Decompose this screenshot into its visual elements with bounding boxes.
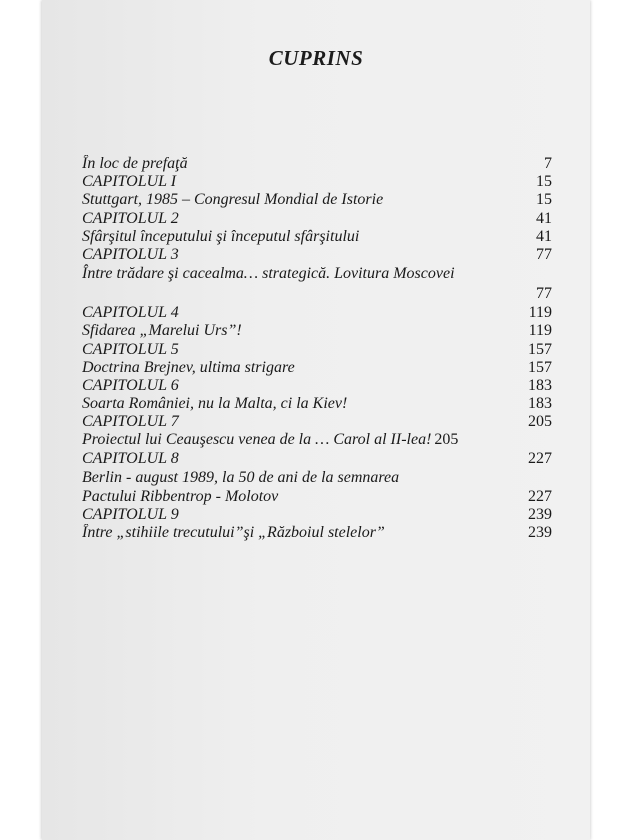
toc-entry-label: În loc de prefaţă — [82, 155, 188, 172]
toc-entry-sfidarea — [82, 322, 552, 340]
toc-entry-soarta — [82, 395, 552, 413]
toc-entry-berlin — [82, 468, 552, 488]
toc-page-number: 157 — [528, 340, 552, 358]
toc-page-number: 77 — [536, 285, 552, 303]
toc-page-number: 183 — [528, 395, 552, 413]
toc-entry-intre-stihiile — [82, 524, 552, 542]
toc-page-number: 7 — [544, 155, 552, 172]
toc-page-number: 205 — [434, 431, 459, 449]
toc-entry-chapter-8 — [82, 450, 552, 468]
toc-entry-intre-tradare-continued — [82, 284, 552, 304]
toc-page-number: 119 — [528, 322, 552, 340]
toc-entry-chapter-3 — [82, 246, 552, 264]
toc-entry-chapter-2 — [82, 210, 552, 228]
toc-entry-label: Doctrina Brejnev, ultima strigare — [82, 358, 295, 376]
toc-page-number: 77 — [536, 245, 552, 263]
toc-entry-label: Între „stihiile trecutului”şi „Războiul stelelor” — [82, 524, 385, 542]
toc-page-number: 205 — [528, 413, 552, 431]
toc-page-number: 239 — [528, 524, 552, 542]
toc-page-number: 183 — [528, 376, 552, 394]
toc-page-number: 157 — [528, 358, 552, 376]
toc-entry-label: Berlin - august 1989, la 50 de ani de la semnarea — [82, 468, 400, 486]
toc-entry-label: CAPITOLUL 7 — [82, 413, 179, 431]
toc-entry-label: CAPITOLUL 5 — [82, 340, 179, 358]
toc-entry-label: Între trădare şi cacealma… strategică. Lovitura Moscovei — [82, 265, 455, 283]
toc-entry-sfarsitul — [82, 228, 552, 246]
toc-entry-label: CAPITOLUL 2 — [82, 209, 179, 227]
toc-entry-label: Sfidarea „Marelui Urs”! — [82, 322, 242, 340]
toc-entry-prefata — [82, 155, 552, 173]
toc-entry-stuttgart — [82, 191, 552, 209]
toc-entry-label: CAPITOLUL I — [82, 173, 177, 191]
toc-page-number: 227 — [528, 449, 552, 467]
toc-entry-label: CAPITOLUL 4 — [82, 304, 179, 322]
toc-entry-chapter-7 — [82, 413, 552, 431]
toc-page-number: 15 — [536, 173, 552, 191]
toc-page-number: 239 — [528, 506, 552, 523]
toc-page-number: 227 — [528, 487, 552, 505]
book-page — [42, 0, 590, 840]
toc-entry-chapter-6 — [82, 377, 552, 395]
toc-entry-berlin-continued — [82, 488, 552, 506]
toc-entry-intre-tradare — [82, 264, 552, 284]
toc-entry-label: Soarta României, nu la Malta, ci la Kiev! — [82, 395, 348, 413]
toc-entry-chapter-1 — [82, 173, 552, 191]
toc-entry-label: CAPITOLUL 9 — [82, 506, 179, 523]
toc-entry-label: CAPITOLUL 8 — [82, 449, 179, 467]
toc-page-number: 41 — [536, 227, 552, 245]
toc-entry-chapter-9 — [82, 506, 552, 524]
toc-entry-label: Pactului Ribbentrop - Molotov — [82, 487, 279, 505]
toc-entry-label: Stuttgart, 1985 – Congresul Mondial de Istorie — [82, 191, 384, 209]
toc-page-number: 41 — [536, 209, 552, 227]
table-of-contents — [82, 155, 552, 542]
toc-page-number: 15 — [536, 191, 552, 209]
toc-entry-proiectul — [82, 431, 552, 449]
toc-entry-label: Sfârşitul începutului şi începutul sfârşitului — [82, 227, 360, 245]
toc-entry-label: CAPITOLUL 6 — [82, 376, 179, 394]
toc-entry-label: CAPITOLUL 3 — [82, 245, 179, 263]
page-title: CUPRINS — [268, 46, 364, 70]
toc-entry-chapter-5 — [82, 341, 552, 359]
toc-entry-chapter-4 — [82, 304, 552, 322]
toc-entry-doctrina — [82, 359, 552, 377]
toc-page-number: 119 — [528, 304, 552, 322]
toc-entry-label: Proiectul lui Ceauşescu venea de la … Carol al II-lea! — [82, 431, 432, 449]
